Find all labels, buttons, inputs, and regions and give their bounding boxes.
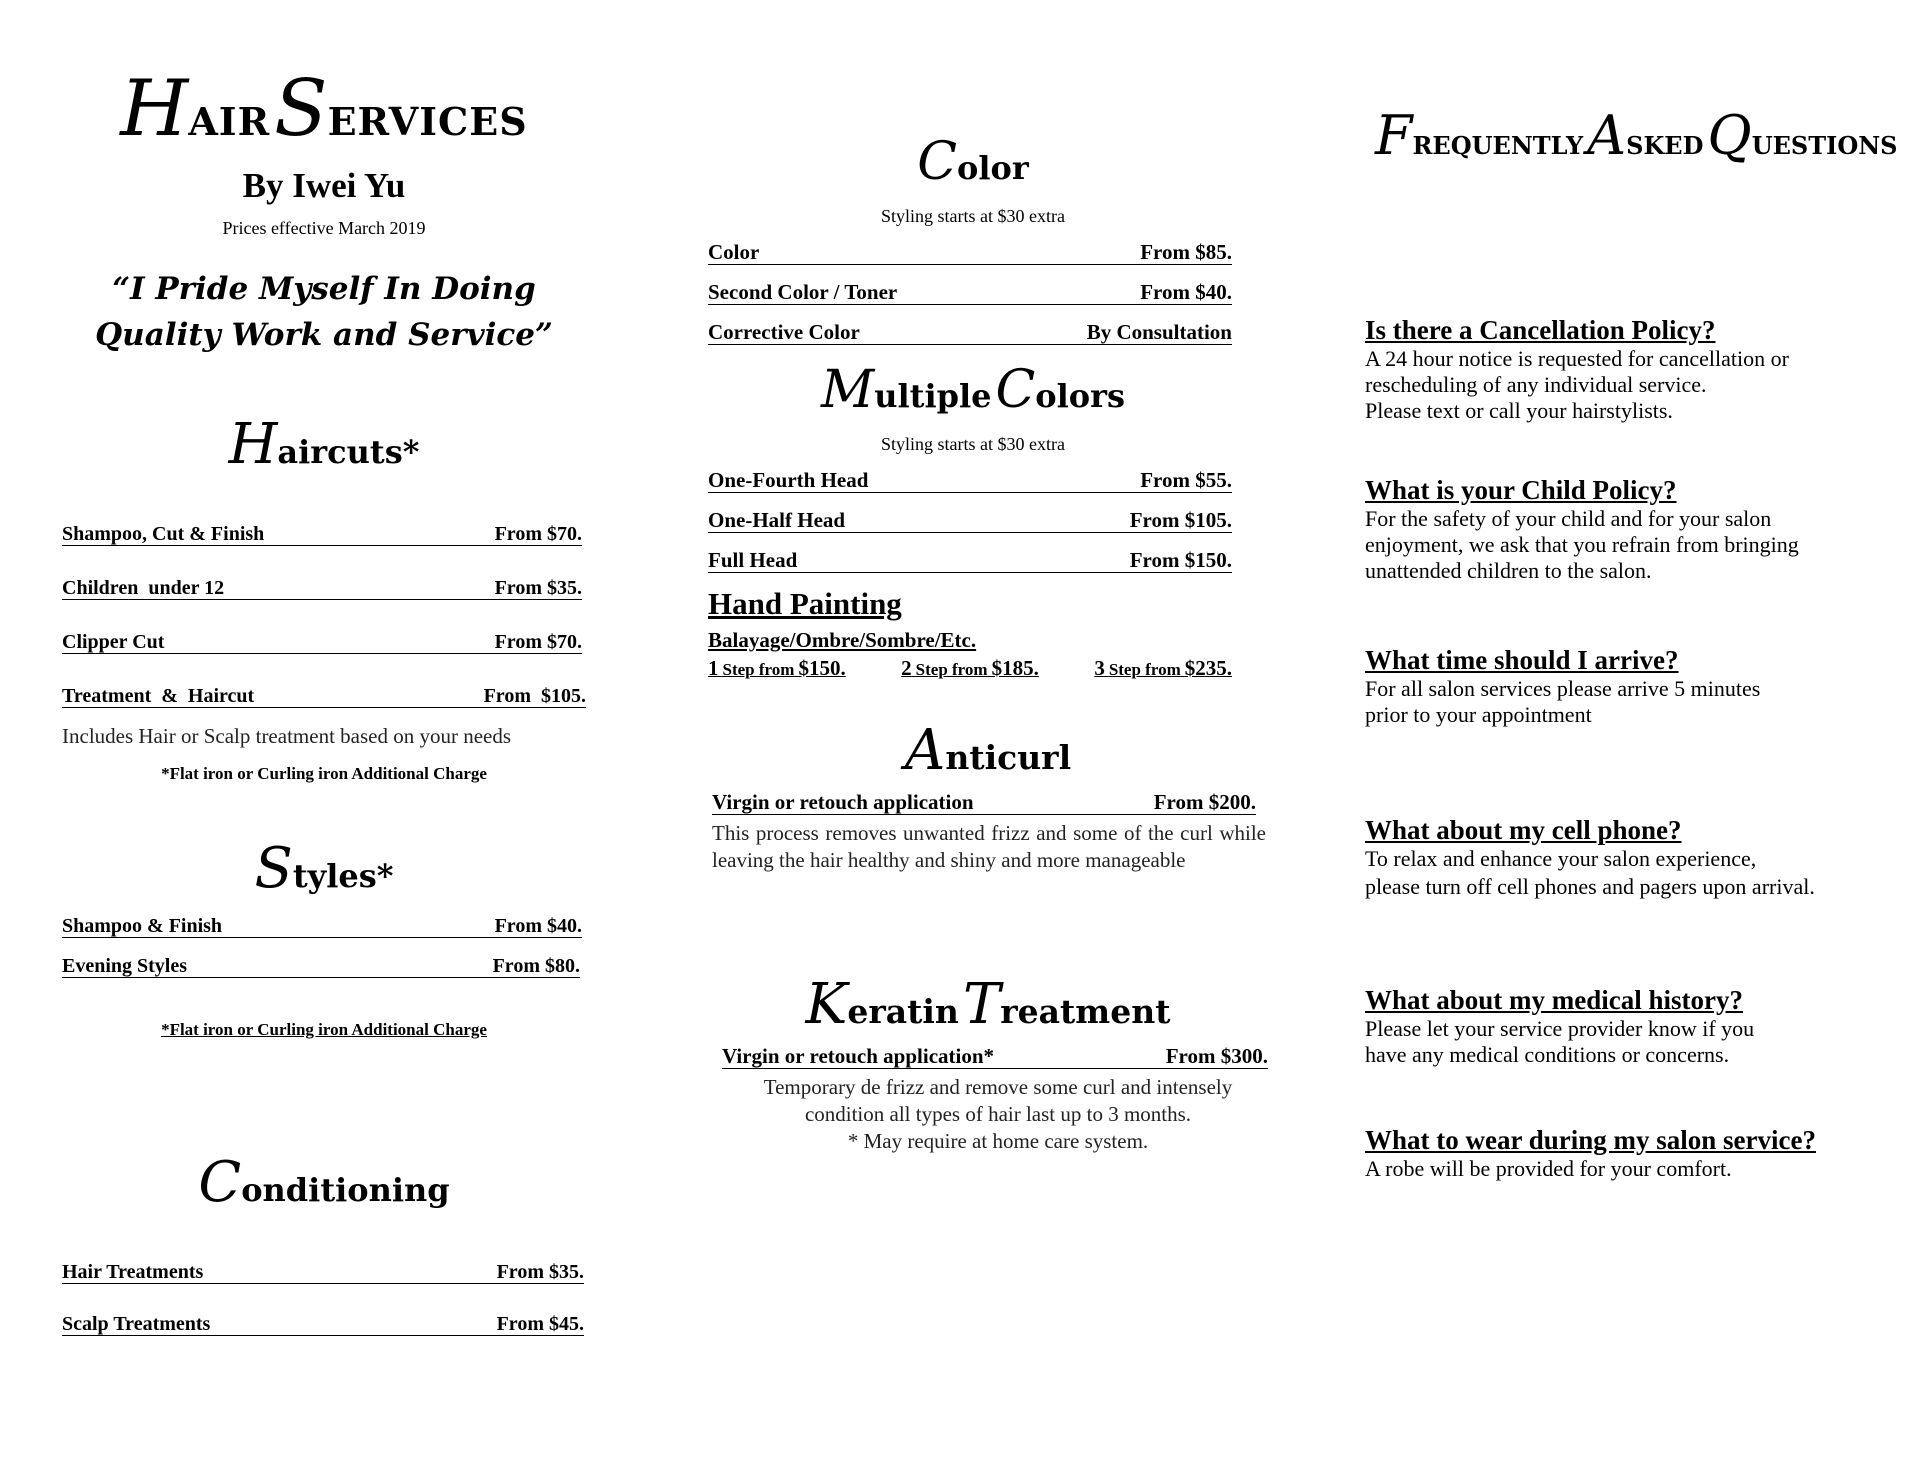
step-num: 2 [901, 656, 912, 680]
tagline-quote [62, 266, 586, 358]
faq-answer-line: A 24 hour notice is requested for cancellation or [1365, 345, 1789, 371]
haircuts-heading [62, 412, 586, 477]
colors-title: olors [1035, 377, 1125, 415]
multiple-colors-heading [708, 360, 1238, 420]
color-heading [708, 132, 1238, 192]
keratin-desc-line-1: Temporary de frizz and remove some curl and intensely [763, 1075, 1233, 1099]
faq-question: What time should I arrive? [1365, 645, 1679, 675]
faq-item-5 [1365, 986, 1885, 1068]
faq-answer-line: For the safety of your child and for your salon [1365, 505, 1772, 531]
treatment-initial: T [962, 972, 1001, 1037]
faq-item-2 [1365, 476, 1885, 584]
styles-title: tyles* [292, 857, 394, 895]
conditioning-row-1 [62, 1262, 584, 1284]
haircuts-row-3 [62, 632, 582, 654]
conditioning-heading [62, 1150, 586, 1215]
faq-item-3 [1365, 646, 1885, 728]
item-name: Virgin or retouch application [712, 790, 974, 814]
item-price: From $45. [496, 1313, 584, 1335]
step-label: Step from [1108, 660, 1181, 679]
item-name: Treatment & Haircut [62, 685, 255, 707]
hand-painting-subtitle: Balayage/Ombre/Sombre/Etc. [708, 628, 977, 652]
byline: By Iwei Yu [242, 166, 406, 205]
item-name: Virgin or retouch application* [722, 1044, 995, 1068]
faq-answer-line: Please text or call your hairstylists. [1365, 397, 1673, 423]
item-name: Clipper Cut [62, 631, 165, 653]
step-price: $150. [798, 656, 846, 680]
item-name: Shampoo & Finish [62, 915, 223, 937]
faq-initial-q: Q [1707, 104, 1752, 167]
hand-painting-title: Hand Painting [708, 586, 902, 621]
colors-initial: C [995, 360, 1036, 420]
faq-answer-line: have any medical conditions or concerns. [1365, 1041, 1730, 1067]
item-name: One-Half Head [708, 508, 846, 532]
styles-row-1 [62, 916, 582, 938]
item-price: From $300. [1165, 1044, 1268, 1068]
faq-initial-a: A [1587, 104, 1627, 167]
conditioning-title: onditioning [241, 1171, 450, 1209]
step-label: Step from [722, 660, 795, 679]
item-price: From $70. [494, 631, 582, 653]
faq-answer-line: For all salon services please arrive 5 minutes [1365, 675, 1761, 701]
step-label: Step from [915, 660, 988, 679]
color-row-3 [708, 322, 1232, 345]
haircuts-footnote: *Flat iron or Curling iron Additional Charge [161, 764, 487, 783]
faq-item-6 [1365, 1126, 1885, 1182]
item-name: Second Color / Toner [708, 280, 898, 304]
hand-painting-steps [708, 656, 1232, 681]
anticurl-row [712, 792, 1256, 815]
item-name: One-Fourth Head [708, 468, 869, 492]
color-initial: C [917, 132, 958, 192]
step-2 [901, 656, 1039, 681]
quote-line-2: Quality Work and Service” [95, 317, 553, 353]
multiple-initial: M [820, 360, 875, 420]
faq-question: What is your Child Policy? [1365, 475, 1677, 505]
faq-answer-line: To relax and enhance your salon experience, [1365, 845, 1757, 871]
faq-answer-line: prior to your appointment [1365, 701, 1592, 727]
item-name: Children under 12 [62, 577, 225, 599]
item-name: Shampoo, Cut & Finish [62, 523, 265, 545]
faq-answer-line: A robe will be provided for your comfort. [1365, 1155, 1732, 1181]
faq-answer-line: rescheduling of any individual service. [1365, 371, 1707, 397]
haircuts-note: Includes Hair or Scalp treatment based on your needs [62, 724, 512, 748]
item-price: From $35. [496, 1261, 584, 1283]
haircuts-row-4 [62, 686, 586, 708]
keratin-desc-line-2: condition all types of hair last up to 3 months. [804, 1102, 1192, 1126]
item-price: From $55. [1140, 468, 1232, 492]
faq-item-4 [1365, 816, 1895, 900]
faq-answer-line: Please let your service provider know if you [1365, 1015, 1755, 1041]
title-initial-s: S [274, 64, 328, 154]
multiple-colors-subtitle: Styling starts at $30 extra [881, 434, 1065, 454]
step-1 [708, 656, 846, 681]
faq-title [1375, 104, 1898, 167]
haircuts-initial: H [228, 412, 278, 477]
item-name: Scalp Treatments [62, 1313, 211, 1335]
styles-footnote: *Flat iron or Curling iron Additional Charge [161, 1020, 487, 1039]
faq-question: Is there a Cancellation Policy? [1365, 315, 1716, 345]
item-price: From $40. [1140, 280, 1232, 304]
conditioning-initial: C [198, 1150, 242, 1215]
step-price: $185. [991, 656, 1039, 680]
item-price: From $200. [1153, 790, 1256, 814]
item-price: From $150. [1129, 548, 1232, 572]
quote-line-1: “I Pride Myself In Doing [112, 271, 536, 307]
haircuts-row-2 [62, 578, 582, 600]
step-num: 1 [708, 656, 719, 680]
multiple-row-2 [708, 510, 1232, 533]
haircuts-title: aircuts* [277, 433, 420, 471]
item-price: From $80. [492, 955, 580, 977]
styles-initial: S [254, 836, 293, 901]
multiple-title: ultiple [874, 377, 992, 415]
item-price: From $40. [494, 915, 582, 937]
step-3 [1094, 656, 1232, 681]
color-title: olor [957, 149, 1029, 187]
item-price: By Consultation [1086, 320, 1232, 344]
color-row-1 [708, 242, 1232, 265]
faq-question: What to wear during my salon service? [1365, 1125, 1816, 1155]
step-price: $235. [1184, 656, 1232, 680]
styles-heading [62, 836, 586, 901]
keratin-initial: K [805, 972, 848, 1037]
keratin-description [708, 1074, 1288, 1155]
keratin-title: eratin [847, 992, 959, 1031]
item-name: Evening Styles [62, 955, 188, 977]
multiple-row-3 [708, 550, 1232, 573]
faq-title-part-3: UESTIONS [1751, 131, 1898, 160]
keratin-heading [708, 972, 1268, 1037]
keratin-row [722, 1046, 1268, 1069]
anticurl-heading [708, 718, 1268, 783]
title-part-1: AIR [188, 99, 271, 144]
faq-item-1 [1365, 316, 1885, 424]
item-name: Full Head [708, 548, 798, 572]
item-price: From $35. [494, 577, 582, 599]
effective-date: Prices effective March 2019 [222, 218, 426, 238]
item-price: From $70. [494, 523, 582, 545]
faq-answer-line: enjoyment, we ask that you refrain from bringing [1365, 531, 1799, 557]
faq-initial-f: F [1375, 104, 1413, 167]
title-part-2: ERVICES [327, 99, 528, 144]
styles-row-2 [62, 956, 580, 978]
item-price: From $105. [483, 685, 586, 707]
conditioning-row-2 [62, 1314, 584, 1336]
faq-title-part-1: REQUENTLY [1412, 131, 1584, 160]
anticurl-initial: A [904, 718, 946, 783]
faq-question: What about my medical history? [1365, 985, 1743, 1015]
faq-title-part-2: SKED [1626, 131, 1704, 160]
color-row-2 [708, 282, 1232, 305]
haircuts-row-1 [62, 524, 582, 546]
faq-question: What about my cell phone? [1365, 815, 1682, 845]
item-price: From $105. [1129, 508, 1232, 532]
item-name: Corrective Color [708, 320, 860, 344]
item-name: Color [708, 240, 760, 264]
keratin-desc-line-3: * May require at home care system. [847, 1129, 1149, 1153]
anticurl-description: This process removes unwanted frizz and some of the curl while leaving the hair healthy and shiny and more manageable [712, 821, 1266, 872]
step-num: 3 [1094, 656, 1105, 680]
page-title [62, 64, 586, 154]
color-subtitle: Styling starts at $30 extra [881, 206, 1065, 226]
anticurl-title: nticurl [945, 738, 1072, 777]
title-initial-h: H [120, 64, 189, 154]
item-name: Hair Treatments [62, 1261, 204, 1283]
multiple-row-1 [708, 470, 1232, 493]
faq-answer-line: unattended children to the salon. [1365, 557, 1652, 583]
faq-answer-line: please turn off cell phones and pagers upon arrival. [1365, 873, 1815, 899]
treatment-title: reatment [1000, 992, 1171, 1031]
item-price: From $85. [1140, 240, 1232, 264]
